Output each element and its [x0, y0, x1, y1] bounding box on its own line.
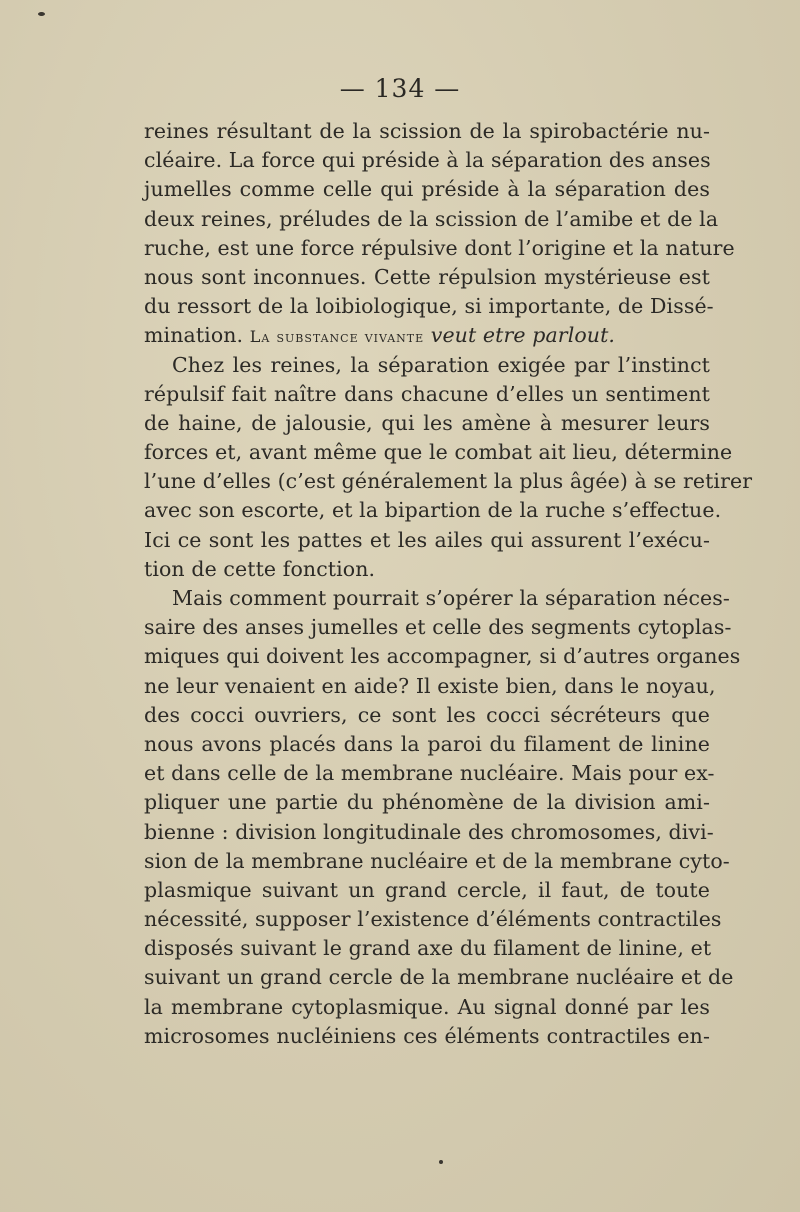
text-line-16: tion de cette fonction. — [144, 556, 376, 581]
text-line-27: plasmique suivant un grand cercle, il faut, de toute — [144, 877, 710, 902]
text-line-8 — [144, 321, 710, 350]
text-line-10: répulsif fait naître dans chacune d’elles un sentiment — [144, 381, 710, 406]
text-line-11: de haine, de jalousie, qui les amène à mesurer leurs — [144, 410, 710, 435]
text-line-25: bienne : division longitudinale des chromosomes, divi- — [144, 819, 714, 844]
text-line-28: nécessité, supposer l’existence d’éléments contractiles — [144, 907, 722, 932]
text-line-7: du ressort de la loibiologique, si importante, de Dissé- — [144, 294, 714, 319]
text-line-31: la membrane cytoplasmique. Au signal donné par les — [144, 994, 710, 1019]
ink-speck — [439, 1160, 443, 1164]
text-line-13: l’une d’elles (c’est généralement la plus âgée) à se retirer — [144, 469, 753, 494]
text-line-9: Chez les reines, la séparation exigée par l’instinct — [172, 352, 710, 377]
body-text — [144, 117, 753, 1051]
text-line-3: jumelles comme celle qui préside à la séparation des — [144, 177, 710, 202]
text-line-1: reines résultant de la scission de la spirobactérie nu- — [144, 119, 710, 143]
ink-speck — [38, 12, 45, 16]
text-line-6: nous sont inconnues. Cette répulsion mystérieuse est — [144, 264, 710, 289]
page-number: — 134 — — [339, 74, 461, 103]
text-line-17: Mais comment pourrait s’opérer la séparation néces- — [172, 586, 730, 610]
text-line-29: disposés suivant le grand axe du filament de linine, et — [144, 936, 712, 961]
text-line-26: sion de la membrane nucléaire et de la membrane cyto- — [144, 848, 730, 873]
text-line-21: des cocci ouvriers, ce sont les cocci sécréteurs que — [144, 702, 710, 727]
text-line-18: saire des anses jumelles et celle des segments cytoplas- — [144, 615, 732, 640]
text-line-22: nous avons placés dans la paroi du filament de linine — [144, 731, 710, 756]
text-line-23: et dans celle de la membrane nucléaire. Mais pour ex- — [144, 761, 715, 786]
text-line-19: miques qui doivent les accompagner, si d’autres organes — [144, 644, 741, 669]
text-line-2: cléaire. La force qui préside à la séparation des anses — [144, 148, 711, 173]
text-line-4: deux reines, préludes de la scission de l’amibe et de la — [144, 206, 719, 231]
text-line-20: ne leur venaient en aide? Il existe bien, dans le noyau, — [144, 673, 716, 698]
text-line-12: forces et, avant même que le combat ait lieu, détermine — [144, 440, 733, 465]
text-line-30: suivant un grand cercle de la membrane nucléaire et de — [144, 965, 734, 990]
text-line-5: ruche, est une force répulsive dont l’origine et la nature — [144, 235, 735, 260]
text-line-14: avec son escorte, et la bipartion de la ruche s’effectue. — [144, 498, 722, 523]
text-line-24: pliquer une partie du phénomène de la division ami- — [144, 790, 710, 815]
italic-phrase: veut etre parlout. — [424, 323, 616, 348]
text-line-15: Ici ce sont les pattes et les ailes qui assurent l’exécu- — [144, 527, 710, 552]
small-caps-phrase: La substance vivante — [249, 327, 425, 347]
text-line-8-start: mination. — [144, 323, 250, 348]
text-line-32: microsomes nucléiniens ces éléments contractiles en- — [144, 1023, 710, 1048]
